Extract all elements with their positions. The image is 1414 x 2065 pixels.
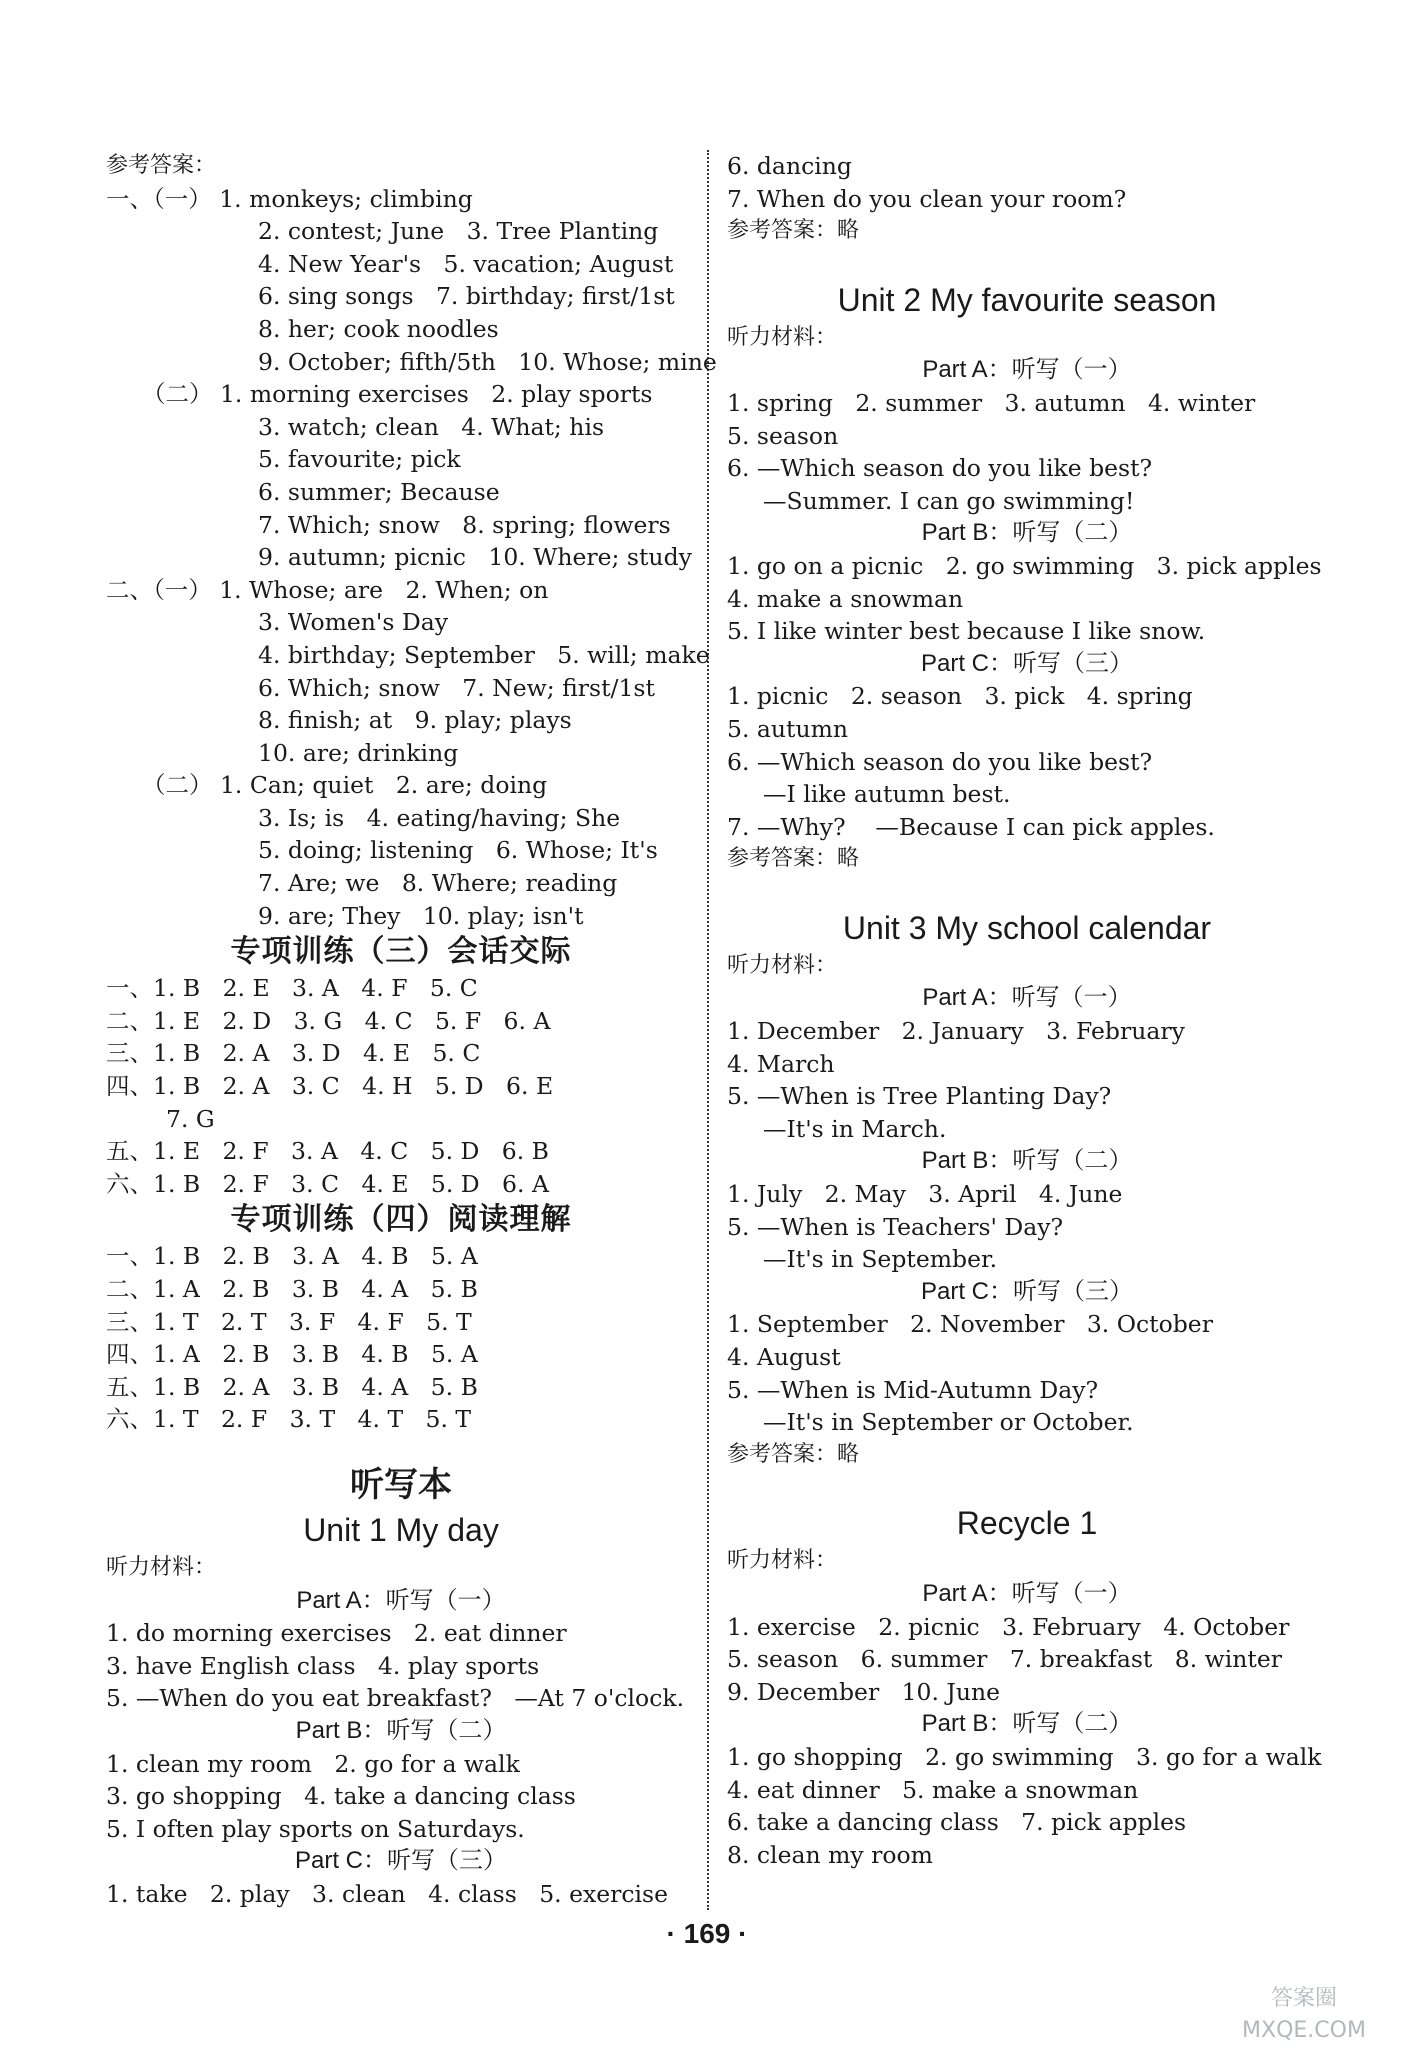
- section-label: 一、（一）: [106, 184, 212, 213]
- dictation-line: 7. —Why? —Because I can pick apples.: [727, 812, 1215, 841]
- training-4-answers: [106, 1240, 696, 1436]
- answer-row: 三、1. T 2. T 3. F 4. F 5. T: [106, 1307, 472, 1336]
- dictation-line: 5. I like winter best because I like snow.: [727, 617, 1206, 646]
- dictation-line: 1. September 2. November 3. October: [727, 1310, 1213, 1339]
- answer-line: 二、（一） 1. Whose; are 2. When; on: [106, 575, 549, 604]
- answer-line: 6. Which; snow 7. New; first/1st: [258, 673, 655, 702]
- answer-row: 一、1. B 2. B 3. A 4. B 5. A: [106, 1242, 478, 1271]
- answer-line: 9. are; They 10. play; isn't: [258, 901, 584, 930]
- part-a-heading: Part A：听写（一）: [922, 984, 1132, 1012]
- dictation-line: 4. make a snowman: [727, 584, 964, 613]
- answer-row: 四、1. A 2. B 3. B 4. B 5. A: [106, 1340, 478, 1369]
- part-b-heading: Part B：听写（二）: [921, 1710, 1133, 1738]
- dictation-line: 4. March: [727, 1049, 835, 1078]
- left-column: [106, 150, 717, 1911]
- answer-row: 四、1. B 2. A 3. C 4. H 5. D 6. E: [106, 1072, 554, 1101]
- part-c-heading: Part C：听写（三）: [920, 1277, 1133, 1305]
- section-label: （二）: [142, 380, 213, 409]
- answer-note: 参考答案：略: [727, 218, 860, 244]
- material-label: 听力材料：: [727, 952, 838, 978]
- answer-row: 三、1. B 2. A 3. D 4. E 5. C: [106, 1039, 481, 1068]
- dictation-line: 1. picnic 2. season 3. pick 4. spring: [727, 682, 1193, 711]
- answer-line: 一、（一） 1. monkeys; climbing: [106, 184, 473, 213]
- training-3-title: 专项训练（三）会话交际: [230, 934, 572, 970]
- dictation-line: 1. spring 2. summer 3. autumn 4. winter: [727, 388, 1256, 417]
- training-3-answers: [106, 972, 696, 1200]
- watermark-text: 答案圈: [1270, 1986, 1338, 2011]
- dictation-line: 1. December 2. January 3. February: [727, 1017, 1185, 1046]
- answer-line: 9. autumn; picnic 10. Where; study: [258, 543, 692, 572]
- answer-line: 4. birthday; September 5. will; make: [258, 640, 710, 669]
- dictation-line: 1. July 2. May 3. April 4. June: [727, 1180, 1123, 1209]
- dictation-line: 5. —When is Mid-Autumn Day?: [727, 1375, 1099, 1404]
- answer-line: 8. her; cook noodles: [258, 314, 499, 343]
- answer-line: 7. Are; we 8. Where; reading: [258, 869, 618, 898]
- answer-line: 10. are; drinking: [258, 738, 459, 767]
- dictation-line: 6. take a dancing class 7. pick apples: [727, 1808, 1187, 1837]
- material-label: 听力材料：: [106, 1554, 217, 1580]
- part-c-heading: Part C：听写（三）: [294, 1847, 507, 1875]
- dictation-line: 7. When do you clean your room?: [727, 184, 1127, 213]
- dictation-book-title: 听写本: [350, 1464, 452, 1505]
- dictation-line: 5. —When is Teachers' Day?: [727, 1212, 1064, 1241]
- answer-line: 9. October; fifth/5th 10. Whose; mine: [258, 347, 717, 376]
- section-1: [106, 183, 717, 574]
- dictation-line: 5. autumn: [727, 714, 849, 743]
- dictation-line: 1. clean my room 2. go for a walk: [106, 1749, 520, 1778]
- answer-line: 3. watch; clean 4. What; his: [258, 412, 605, 441]
- dictation-line: 5. —When do you eat breakfast? —At 7 o'clock.: [106, 1684, 685, 1713]
- training-4-title: 专项训练（四）阅读理解: [230, 1202, 572, 1238]
- answer-line: 5. doing; listening 6. Whose; It's: [258, 836, 658, 865]
- unit-3-title: Unit 3 My school calendar: [842, 909, 1212, 946]
- section-2: [106, 574, 710, 933]
- dictation-line: —I like autumn best.: [763, 780, 1011, 809]
- dictation-line: 8. clean my room: [727, 1840, 933, 1869]
- unit-1-title: Unit 1 My day: [303, 1511, 499, 1548]
- answer-row: 一、1. B 2. E 3. A 4. F 5. C: [106, 974, 478, 1003]
- part-a-heading: Part A：听写（一）: [922, 1579, 1132, 1607]
- answer-row: 二、1. E 2. D 3. G 4. C 5. F 6. A: [106, 1006, 551, 1035]
- part-a-heading: Part A：听写（一）: [296, 1586, 506, 1614]
- answer-row: 六、1. B 2. F 3. C 4. E 5. D 6. A: [106, 1169, 549, 1198]
- answer-row: 五、1. E 2. F 3. A 4. C 5. D 6. B: [106, 1137, 549, 1166]
- part-c-heading: Part C：听写（三）: [920, 649, 1133, 677]
- answer-line: （二） 1. Can; quiet 2. are; doing: [142, 771, 548, 800]
- answer-line: 3. Women's Day: [258, 608, 449, 637]
- page-number: · 169 ·: [666, 1918, 748, 1949]
- dictation-line: 1. do morning exercises 2. eat dinner: [106, 1619, 567, 1648]
- answer-row: 六、1. T 2. F 3. T 4. T 5. T: [106, 1405, 472, 1434]
- dictation-line: 1. take 2. play 3. clean 4. class 5. exercise: [106, 1879, 669, 1908]
- column-divider: [707, 150, 709, 1910]
- part-b-heading: Part B：听写（二）: [921, 519, 1133, 547]
- dictation-line: 5. season: [727, 421, 839, 450]
- dictation-line: —It's in March.: [763, 1114, 947, 1143]
- part-b-heading: Part B：听写（二）: [295, 1716, 507, 1744]
- dictation-line: —It's in September or October.: [763, 1408, 1134, 1437]
- material-label: 听力材料：: [727, 324, 838, 350]
- answer-line: 6. summer; Because: [258, 477, 500, 506]
- dictation-line: —It's in September.: [763, 1245, 998, 1274]
- answer-line: 2. contest; June 3. Tree Planting: [258, 217, 659, 246]
- dictation-line: —Summer. I can go swimming!: [763, 486, 1135, 515]
- answer-row: 二、1. A 2. B 3. B 4. A 5. B: [106, 1275, 478, 1303]
- dictation-line: 1. go shopping 2. go swimming 3. go for a walk: [727, 1742, 1322, 1771]
- answer-line: 4. New Year's 5. vacation; August: [258, 249, 674, 278]
- answer-line: 3. Is; is 4. eating/having; She: [258, 803, 621, 832]
- unit-2-title: Unit 2 My favourite season: [837, 281, 1217, 318]
- dictation-line: 6. —Which season do you like best?: [727, 747, 1153, 776]
- part-b-heading: Part B：听写（二）: [921, 1147, 1133, 1175]
- dictation-line: 3. have English class 4. play sports: [106, 1651, 540, 1680]
- dictation-line: 6. dancing: [727, 152, 852, 180]
- section-label: （二）: [142, 771, 213, 800]
- answer-row: 五、1. B 2. A 3. B 4. A 5. B: [106, 1372, 478, 1401]
- answer-line: 8. finish; at 9. play; plays: [258, 706, 572, 735]
- section-label: 二、（一）: [106, 575, 212, 604]
- dictation-line: 3. go shopping 4. take a dancing class: [106, 1782, 576, 1811]
- dictation-line: 1. go on a picnic 2. go swimming 3. pick apples: [727, 551, 1322, 580]
- answer-note: 参考答案：略: [727, 846, 860, 872]
- dictation-line: 5. —When is Tree Planting Day?: [727, 1082, 1112, 1111]
- part-a-heading: Part A：听写（一）: [922, 356, 1132, 384]
- right-column: [727, 150, 1327, 1871]
- dictation-line: 6. —Which season do you like best?: [727, 454, 1153, 483]
- dictation-line: 9. December 10. June: [727, 1677, 1001, 1706]
- watermark-logo-icon: [1214, 1971, 1394, 2051]
- dictation-line: 5. season 6. summer 7. breakfast 8. winter: [727, 1645, 1283, 1674]
- dictation-line: 1. exercise 2. picnic 3. February 4. October: [727, 1612, 1290, 1641]
- watermark-url: MXQE.COM: [1242, 2018, 1366, 2043]
- answer-line: 7. Which; snow 8. spring; flowers: [258, 510, 671, 539]
- answer-line: 5. favourite; pick: [258, 445, 461, 474]
- answer-row: 7. G: [166, 1104, 215, 1133]
- dictation-line: 5. I often play sports on Saturdays.: [106, 1814, 525, 1843]
- dictation-line: 4. August: [727, 1343, 841, 1371]
- answer-heading: 参考答案：: [106, 153, 217, 178]
- answer-note: 参考答案：略: [727, 1441, 860, 1467]
- recycle-1-title: Recycle 1: [956, 1505, 1098, 1542]
- answer-line: 6. sing songs 7. birthday; first/1st: [258, 282, 675, 311]
- dictation-line: 4. eat dinner 5. make a snowman: [727, 1775, 1139, 1804]
- answer-line: （二） 1. morning exercises 2. play sports: [142, 380, 653, 409]
- material-label: 听力材料：: [727, 1548, 838, 1574]
